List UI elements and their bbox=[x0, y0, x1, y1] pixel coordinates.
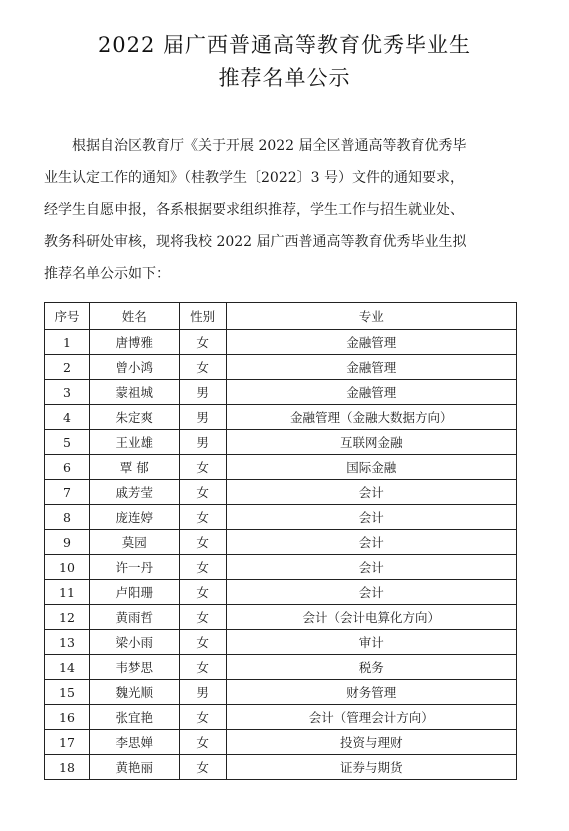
cell-gender: 女 bbox=[179, 555, 226, 580]
cell-gender: 女 bbox=[179, 755, 226, 780]
table-row bbox=[45, 405, 517, 430]
cell-name: 覃 郁 bbox=[89, 455, 179, 480]
cell-name: 莫园 bbox=[89, 530, 179, 555]
intro-line: 推荐名单公示如下： bbox=[44, 266, 170, 282]
table-row bbox=[45, 355, 517, 380]
cell-gender: 女 bbox=[179, 480, 226, 505]
table-row bbox=[45, 580, 517, 605]
cell-major: 金融管理 bbox=[226, 380, 516, 405]
table-row bbox=[45, 705, 517, 730]
table-row bbox=[45, 605, 517, 630]
cell-gender: 女 bbox=[179, 730, 226, 755]
table-row bbox=[45, 430, 517, 455]
cell-name: 戚芳莹 bbox=[89, 480, 179, 505]
header-major: 专业 bbox=[226, 303, 516, 330]
header-gender: 性别 bbox=[179, 303, 226, 330]
document-title-line-1: 2022 届广西普通高等教育优秀毕业生 bbox=[97, 33, 472, 57]
cell-name: 朱定爽 bbox=[89, 405, 179, 430]
cell-number: 16 bbox=[45, 705, 90, 730]
table-row bbox=[45, 680, 517, 705]
cell-name: 魏光顺 bbox=[89, 680, 179, 705]
table-row bbox=[45, 655, 517, 680]
cell-gender: 女 bbox=[179, 630, 226, 655]
cell-major: 证券与期货 bbox=[226, 755, 516, 780]
cell-name: 蒙祖城 bbox=[89, 380, 179, 405]
cell-major: 国际金融 bbox=[226, 455, 516, 480]
cell-number: 11 bbox=[45, 580, 90, 605]
cell-number: 12 bbox=[45, 605, 90, 630]
cell-major: 互联网金融 bbox=[226, 430, 516, 455]
recommendation-table bbox=[44, 302, 517, 780]
header-name: 姓名 bbox=[89, 303, 179, 330]
cell-major: 会计（会计电算化方向） bbox=[226, 605, 516, 630]
cell-name: 曾小鸿 bbox=[89, 355, 179, 380]
cell-gender: 男 bbox=[179, 380, 226, 405]
intro-line: 经学生自愿申报，各系根据要求组织推荐，学生工作与招生就业处、 bbox=[44, 202, 464, 218]
cell-major: 会计 bbox=[226, 505, 516, 530]
intro-line: 教务科研处审核，现将我校 2022 届广西普通高等教育优秀毕业生拟 bbox=[44, 234, 467, 250]
table-row bbox=[45, 505, 517, 530]
cell-major: 会计 bbox=[226, 555, 516, 580]
cell-major: 税务 bbox=[226, 655, 516, 680]
intro-paragraph bbox=[44, 130, 534, 290]
table-row bbox=[45, 455, 517, 480]
cell-major: 会计 bbox=[226, 480, 516, 505]
table-row bbox=[45, 730, 517, 755]
table-row bbox=[45, 555, 517, 580]
table-row bbox=[45, 330, 517, 355]
cell-gender: 女 bbox=[179, 530, 226, 555]
cell-major: 会计 bbox=[226, 580, 516, 605]
cell-major: 会计 bbox=[226, 530, 516, 555]
cell-gender: 男 bbox=[179, 680, 226, 705]
cell-number: 17 bbox=[45, 730, 90, 755]
table-row bbox=[45, 480, 517, 505]
cell-name: 梁小雨 bbox=[89, 630, 179, 655]
cell-major: 会计（管理会计方向） bbox=[226, 705, 516, 730]
table-row bbox=[45, 380, 517, 405]
cell-gender: 男 bbox=[179, 430, 226, 455]
cell-major: 审计 bbox=[226, 630, 516, 655]
cell-gender: 女 bbox=[179, 705, 226, 730]
cell-number: 5 bbox=[45, 430, 90, 455]
cell-number: 2 bbox=[45, 355, 90, 380]
cell-number: 15 bbox=[45, 680, 90, 705]
cell-number: 1 bbox=[45, 330, 90, 355]
cell-gender: 女 bbox=[179, 505, 226, 530]
cell-gender: 女 bbox=[179, 455, 226, 480]
cell-number: 6 bbox=[45, 455, 90, 480]
cell-number: 3 bbox=[45, 380, 90, 405]
header-number: 序号 bbox=[45, 303, 90, 330]
cell-name: 黄雨哲 bbox=[89, 605, 179, 630]
cell-name: 卢阳珊 bbox=[89, 580, 179, 605]
intro-line: 根据自治区教育厅《关于开展 2022 届全区普通高等教育优秀毕 bbox=[72, 138, 467, 154]
cell-major: 财务管理 bbox=[226, 680, 516, 705]
table-row bbox=[45, 630, 517, 655]
cell-name: 许一丹 bbox=[89, 555, 179, 580]
cell-number: 9 bbox=[45, 530, 90, 555]
cell-number: 7 bbox=[45, 480, 90, 505]
cell-major: 金融管理 bbox=[226, 330, 516, 355]
cell-number: 8 bbox=[45, 505, 90, 530]
cell-name: 王业雄 bbox=[89, 430, 179, 455]
cell-number: 14 bbox=[45, 655, 90, 680]
cell-gender: 女 bbox=[179, 330, 226, 355]
cell-major: 金融管理（金融大数据方向） bbox=[226, 405, 516, 430]
table-row bbox=[45, 755, 517, 780]
cell-name: 张宜艳 bbox=[89, 705, 179, 730]
cell-name: 李思婵 bbox=[89, 730, 179, 755]
table-row bbox=[45, 530, 517, 555]
intro-line: 业生认定工作的通知》（桂教学生〔2022〕3 号）文件的通知要求， bbox=[44, 170, 464, 186]
cell-name: 庞连婷 bbox=[89, 505, 179, 530]
cell-major: 投资与理财 bbox=[226, 730, 516, 755]
cell-gender: 男 bbox=[179, 405, 226, 430]
table-header-row bbox=[45, 303, 517, 330]
cell-name: 黄艳丽 bbox=[89, 755, 179, 780]
cell-name: 唐博雅 bbox=[89, 330, 179, 355]
cell-number: 4 bbox=[45, 405, 90, 430]
document-title-line-2: 推荐名单公示 bbox=[218, 66, 351, 90]
cell-number: 10 bbox=[45, 555, 90, 580]
cell-major: 金融管理 bbox=[226, 355, 516, 380]
cell-name: 韦梦思 bbox=[89, 655, 179, 680]
cell-gender: 女 bbox=[179, 580, 226, 605]
cell-gender: 女 bbox=[179, 605, 226, 630]
cell-gender: 女 bbox=[179, 355, 226, 380]
table-body bbox=[45, 330, 517, 780]
cell-number: 13 bbox=[45, 630, 90, 655]
cell-number: 18 bbox=[45, 755, 90, 780]
cell-gender: 女 bbox=[179, 655, 226, 680]
